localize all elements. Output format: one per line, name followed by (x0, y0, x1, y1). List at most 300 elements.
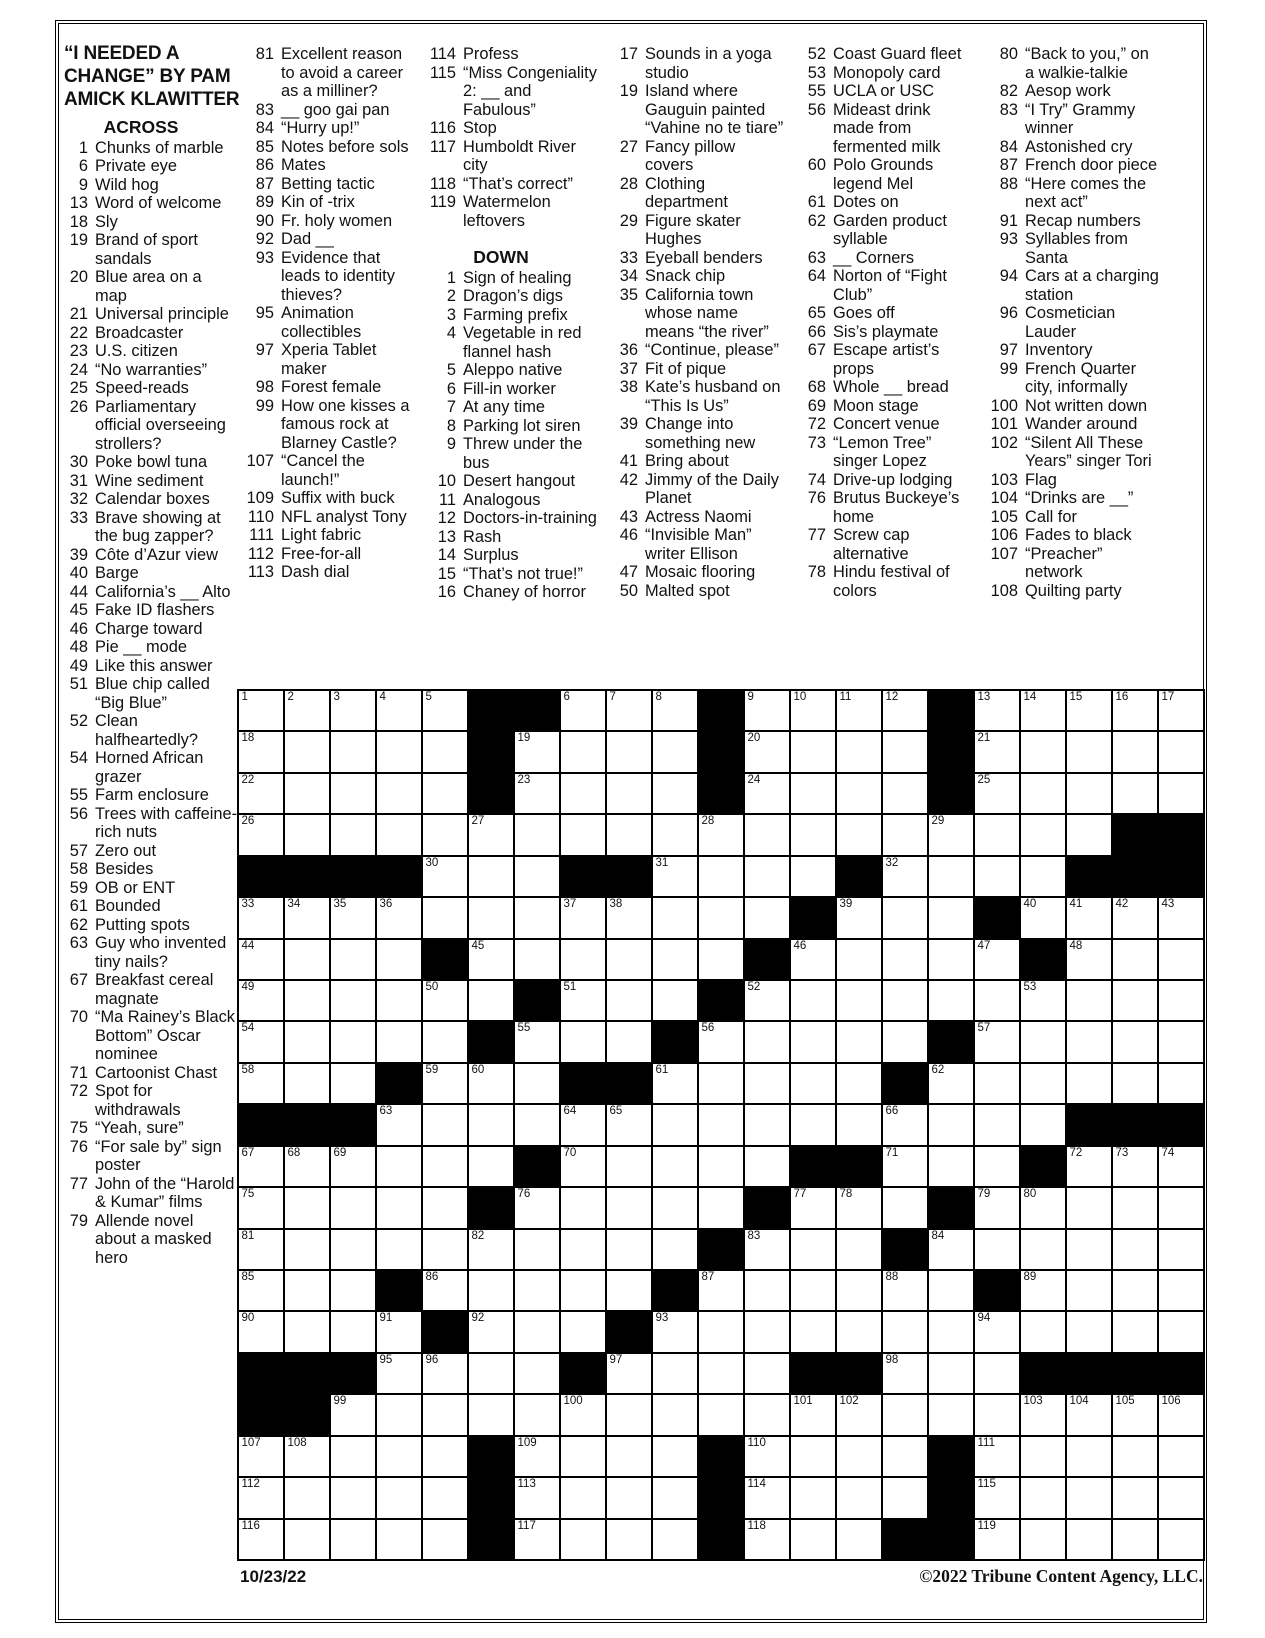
grid-cell[interactable] (653, 1312, 697, 1351)
grid-cell[interactable] (515, 1230, 559, 1269)
grid-cell[interactable] (1021, 1271, 1065, 1310)
grid-cell[interactable] (285, 981, 329, 1020)
grid-cell[interactable] (423, 1354, 467, 1393)
grid-cell[interactable] (607, 1188, 651, 1227)
grid-cell[interactable] (1067, 898, 1111, 937)
grid-cell[interactable] (929, 981, 973, 1020)
grid-cell[interactable] (1067, 774, 1111, 813)
grid-cell[interactable] (929, 940, 973, 979)
grid-cell[interactable] (975, 981, 1019, 1020)
grid-cell[interactable] (239, 1312, 283, 1351)
grid-cell[interactable] (1113, 981, 1157, 1020)
grid-cell[interactable] (1067, 1478, 1111, 1517)
grid-cell[interactable] (1159, 1147, 1203, 1186)
grid-cell[interactable] (331, 1437, 375, 1476)
grid-cell[interactable] (239, 1478, 283, 1517)
grid-cell[interactable] (331, 1064, 375, 1103)
grid-cell[interactable] (377, 774, 421, 813)
grid-cell[interactable] (745, 1478, 789, 1517)
grid-cell[interactable] (837, 1105, 881, 1144)
grid-cell[interactable] (1159, 1022, 1203, 1061)
grid-cell[interactable] (653, 1520, 697, 1559)
grid-cell[interactable] (883, 1022, 927, 1061)
grid-cell[interactable] (1113, 1230, 1157, 1269)
grid-cell[interactable] (515, 857, 559, 896)
grid-cell[interactable] (1021, 1064, 1065, 1103)
grid-cell[interactable] (883, 774, 927, 813)
grid-cell[interactable] (745, 1147, 789, 1186)
grid-cell[interactable] (975, 1395, 1019, 1434)
grid-cell[interactable] (745, 1312, 789, 1351)
grid-cell[interactable] (791, 774, 835, 813)
grid-cell[interactable] (331, 898, 375, 937)
grid-cell[interactable] (469, 1105, 513, 1144)
grid-cell[interactable] (561, 815, 605, 854)
grid-cell[interactable] (1067, 1271, 1111, 1310)
grid-cell[interactable] (469, 1312, 513, 1351)
grid-cell[interactable] (561, 981, 605, 1020)
grid-cell[interactable] (791, 1064, 835, 1103)
grid-cell[interactable] (377, 1230, 421, 1269)
grid-cell[interactable] (745, 1105, 789, 1144)
grid-cell[interactable] (791, 1478, 835, 1517)
grid-cell[interactable] (653, 1437, 697, 1476)
grid-cell[interactable] (607, 1437, 651, 1476)
grid-cell[interactable] (469, 981, 513, 1020)
grid-cell[interactable] (423, 1188, 467, 1227)
grid-cell[interactable] (423, 857, 467, 896)
grid-cell[interactable] (561, 1271, 605, 1310)
grid-cell[interactable] (791, 1271, 835, 1310)
grid-cell[interactable] (653, 815, 697, 854)
grid-cell[interactable] (285, 940, 329, 979)
grid-cell[interactable] (331, 1230, 375, 1269)
grid-cell[interactable] (653, 940, 697, 979)
grid-cell[interactable] (929, 898, 973, 937)
grid-cell[interactable] (653, 1354, 697, 1393)
grid-cell[interactable] (285, 1478, 329, 1517)
grid-cell[interactable] (1159, 940, 1203, 979)
grid-cell[interactable] (837, 1478, 881, 1517)
grid-cell[interactable] (1021, 1478, 1065, 1517)
grid-cell[interactable] (791, 815, 835, 854)
grid-cell[interactable] (561, 732, 605, 771)
grid-cell[interactable] (699, 857, 743, 896)
grid-cell[interactable] (561, 1105, 605, 1144)
grid-cell[interactable] (1159, 1271, 1203, 1310)
grid-cell[interactable] (975, 815, 1019, 854)
grid-cell[interactable] (423, 774, 467, 813)
grid-cell[interactable] (653, 857, 697, 896)
grid-cell[interactable] (699, 1312, 743, 1351)
grid-cell[interactable] (975, 940, 1019, 979)
grid-cell[interactable] (699, 1022, 743, 1061)
grid-cell[interactable] (837, 1437, 881, 1476)
grid-cell[interactable] (469, 940, 513, 979)
grid-cell[interactable] (883, 1437, 927, 1476)
grid-cell[interactable] (331, 1312, 375, 1351)
grid-cell[interactable] (837, 774, 881, 813)
grid-cell[interactable] (883, 1105, 927, 1144)
grid-cell[interactable] (239, 1520, 283, 1559)
grid-cell[interactable] (607, 1478, 651, 1517)
grid-cell[interactable] (239, 774, 283, 813)
grid-cell[interactable] (1159, 898, 1203, 937)
grid-cell[interactable] (1159, 1437, 1203, 1476)
grid-cell[interactable] (285, 1188, 329, 1227)
grid-cell[interactable] (607, 940, 651, 979)
grid-cell[interactable] (331, 1188, 375, 1227)
grid-cell[interactable] (653, 1230, 697, 1269)
grid-cell[interactable] (975, 1520, 1019, 1559)
grid-cell[interactable] (745, 1437, 789, 1476)
grid-cell[interactable] (1113, 1395, 1157, 1434)
grid-cell[interactable] (929, 1147, 973, 1186)
grid-cell[interactable] (1021, 1312, 1065, 1351)
grid-cell[interactable] (837, 981, 881, 1020)
grid-cell[interactable] (331, 732, 375, 771)
grid-cell[interactable] (239, 732, 283, 771)
grid-cell[interactable] (791, 1022, 835, 1061)
grid-cell[interactable] (837, 1022, 881, 1061)
grid-cell[interactable] (1021, 1395, 1065, 1434)
grid-cell[interactable] (745, 732, 789, 771)
grid-cell[interactable] (239, 1064, 283, 1103)
grid-cell[interactable] (837, 1064, 881, 1103)
grid-cell[interactable] (1159, 1478, 1203, 1517)
grid-cell[interactable] (1113, 1188, 1157, 1227)
grid-cell[interactable] (239, 1230, 283, 1269)
grid-cell[interactable] (837, 815, 881, 854)
grid-cell[interactable] (745, 1271, 789, 1310)
grid-cell[interactable] (975, 1312, 1019, 1351)
grid-cell[interactable] (745, 1022, 789, 1061)
grid-cell[interactable] (745, 1395, 789, 1434)
grid-cell[interactable] (1113, 1478, 1157, 1517)
grid-cell[interactable] (791, 1105, 835, 1144)
grid-cell[interactable] (515, 1022, 559, 1061)
grid-cell[interactable] (331, 940, 375, 979)
grid-cell[interactable] (929, 1395, 973, 1434)
grid-cell[interactable] (331, 815, 375, 854)
grid-cell[interactable] (607, 898, 651, 937)
grid-cell[interactable] (515, 940, 559, 979)
grid-cell[interactable] (837, 732, 881, 771)
grid-cell[interactable] (837, 940, 881, 979)
grid-cell[interactable] (1159, 691, 1203, 730)
grid-cell[interactable] (975, 1147, 1019, 1186)
grid-cell[interactable] (791, 691, 835, 730)
grid-cell[interactable] (423, 1105, 467, 1144)
grid-cell[interactable] (285, 1230, 329, 1269)
grid-cell[interactable] (883, 732, 927, 771)
grid-cell[interactable] (423, 691, 467, 730)
grid-cell[interactable] (377, 815, 421, 854)
grid-cell[interactable] (1113, 898, 1157, 937)
grid-cell[interactable] (1067, 940, 1111, 979)
grid-cell[interactable] (239, 1147, 283, 1186)
grid-cell[interactable] (883, 1354, 927, 1393)
grid-cell[interactable] (1067, 732, 1111, 771)
grid-cell[interactable] (791, 1395, 835, 1434)
grid-cell[interactable] (699, 1105, 743, 1144)
grid-cell[interactable] (883, 940, 927, 979)
grid-cell[interactable] (331, 774, 375, 813)
grid-cell[interactable] (469, 1147, 513, 1186)
grid-cell[interactable] (699, 1064, 743, 1103)
grid-cell[interactable] (837, 1230, 881, 1269)
grid-cell[interactable] (837, 1312, 881, 1351)
grid-cell[interactable] (929, 1064, 973, 1103)
grid-cell[interactable] (239, 1271, 283, 1310)
grid-cell[interactable] (745, 1230, 789, 1269)
grid-cell[interactable] (331, 1395, 375, 1434)
grid-cell[interactable] (699, 898, 743, 937)
grid-cell[interactable] (883, 815, 927, 854)
grid-cell[interactable] (1067, 1022, 1111, 1061)
grid-cell[interactable] (653, 981, 697, 1020)
grid-cell[interactable] (331, 1271, 375, 1310)
grid-cell[interactable] (745, 981, 789, 1020)
grid-cell[interactable] (1113, 1022, 1157, 1061)
grid-cell[interactable] (1067, 1520, 1111, 1559)
grid-cell[interactable] (745, 1064, 789, 1103)
grid-cell[interactable] (1021, 1188, 1065, 1227)
grid-cell[interactable] (929, 1354, 973, 1393)
grid-cell[interactable] (515, 774, 559, 813)
grid-cell[interactable] (561, 1520, 605, 1559)
grid-cell[interactable] (239, 898, 283, 937)
grid-cell[interactable] (377, 1437, 421, 1476)
grid-cell[interactable] (1067, 1437, 1111, 1476)
grid-cell[interactable] (1021, 1437, 1065, 1476)
grid-cell[interactable] (377, 1395, 421, 1434)
grid-cell[interactable] (1159, 1395, 1203, 1434)
grid-cell[interactable] (377, 1188, 421, 1227)
grid-cell[interactable] (791, 981, 835, 1020)
grid-cell[interactable] (515, 815, 559, 854)
grid-cell[interactable] (1113, 1147, 1157, 1186)
grid-cell[interactable] (699, 1147, 743, 1186)
grid-cell[interactable] (377, 1354, 421, 1393)
grid-cell[interactable] (837, 898, 881, 937)
grid-cell[interactable] (1113, 1271, 1157, 1310)
grid-cell[interactable] (377, 940, 421, 979)
grid-cell[interactable] (699, 940, 743, 979)
grid-cell[interactable] (1021, 774, 1065, 813)
grid-cell[interactable] (607, 981, 651, 1020)
grid-cell[interactable] (423, 1064, 467, 1103)
grid-cell[interactable] (469, 1064, 513, 1103)
grid-cell[interactable] (1113, 1312, 1157, 1351)
grid-cell[interactable] (515, 1395, 559, 1434)
grid-cell[interactable] (1021, 1105, 1065, 1144)
grid-cell[interactable] (607, 815, 651, 854)
grid-cell[interactable] (791, 940, 835, 979)
grid-cell[interactable] (331, 981, 375, 1020)
grid-cell[interactable] (929, 1271, 973, 1310)
grid-cell[interactable] (791, 1230, 835, 1269)
grid-cell[interactable] (745, 815, 789, 854)
grid-cell[interactable] (331, 691, 375, 730)
grid-cell[interactable] (515, 1105, 559, 1144)
grid-cell[interactable] (285, 815, 329, 854)
grid-cell[interactable] (883, 691, 927, 730)
grid-cell[interactable] (515, 1478, 559, 1517)
grid-cell[interactable] (1021, 898, 1065, 937)
grid-cell[interactable] (1021, 691, 1065, 730)
grid-cell[interactable] (745, 774, 789, 813)
grid-cell[interactable] (745, 1354, 789, 1393)
grid-cell[interactable] (377, 981, 421, 1020)
grid-cell[interactable] (699, 1354, 743, 1393)
grid-cell[interactable] (239, 1022, 283, 1061)
grid-cell[interactable] (1021, 857, 1065, 896)
grid-cell[interactable] (1021, 732, 1065, 771)
grid-cell[interactable] (883, 1312, 927, 1351)
grid-cell[interactable] (883, 1271, 927, 1310)
grid-cell[interactable] (653, 774, 697, 813)
grid-cell[interactable] (377, 1147, 421, 1186)
grid-cell[interactable] (1113, 940, 1157, 979)
grid-cell[interactable] (423, 1147, 467, 1186)
grid-cell[interactable] (469, 1271, 513, 1310)
grid-cell[interactable] (469, 1354, 513, 1393)
grid-cell[interactable] (699, 1188, 743, 1227)
grid-cell[interactable] (653, 898, 697, 937)
grid-cell[interactable] (285, 1064, 329, 1103)
grid-cell[interactable] (469, 1230, 513, 1269)
grid-cell[interactable] (515, 1064, 559, 1103)
grid-cell[interactable] (1113, 774, 1157, 813)
grid-cell[interactable] (607, 1147, 651, 1186)
grid-cell[interactable] (331, 1520, 375, 1559)
grid-cell[interactable] (1159, 1312, 1203, 1351)
grid-cell[interactable] (423, 1230, 467, 1269)
grid-cell[interactable] (239, 691, 283, 730)
grid-cell[interactable] (331, 1147, 375, 1186)
grid-cell[interactable] (1021, 981, 1065, 1020)
grid-cell[interactable] (975, 1064, 1019, 1103)
grid-cell[interactable] (1067, 815, 1111, 854)
grid-cell[interactable] (975, 1230, 1019, 1269)
grid-cell[interactable] (561, 1230, 605, 1269)
grid-cell[interactable] (377, 1520, 421, 1559)
grid-cell[interactable] (515, 898, 559, 937)
grid-cell[interactable] (699, 1271, 743, 1310)
grid-cell[interactable] (1067, 1312, 1111, 1351)
grid-cell[interactable] (561, 774, 605, 813)
grid-cell[interactable] (607, 1354, 651, 1393)
grid-cell[interactable] (377, 898, 421, 937)
grid-cell[interactable] (883, 1188, 927, 1227)
grid-cell[interactable] (377, 1022, 421, 1061)
grid-cell[interactable] (515, 1188, 559, 1227)
grid-cell[interactable] (837, 1271, 881, 1310)
grid-cell[interactable] (423, 1271, 467, 1310)
grid-cell[interactable] (561, 1395, 605, 1434)
grid-cell[interactable] (745, 691, 789, 730)
grid-cell[interactable] (975, 732, 1019, 771)
grid-cell[interactable] (1113, 1064, 1157, 1103)
grid-cell[interactable] (791, 732, 835, 771)
grid-cell[interactable] (285, 1312, 329, 1351)
grid-cell[interactable] (699, 815, 743, 854)
grid-cell[interactable] (377, 1312, 421, 1351)
grid-cell[interactable] (561, 1312, 605, 1351)
grid-cell[interactable] (561, 1147, 605, 1186)
grid-cell[interactable] (975, 774, 1019, 813)
grid-cell[interactable] (515, 1520, 559, 1559)
grid-cell[interactable] (653, 732, 697, 771)
grid-cell[interactable] (423, 1437, 467, 1476)
grid-cell[interactable] (975, 1354, 1019, 1393)
grid-cell[interactable] (423, 898, 467, 937)
grid-cell[interactable] (607, 732, 651, 771)
grid-cell[interactable] (607, 774, 651, 813)
grid-cell[interactable] (653, 1064, 697, 1103)
grid-cell[interactable] (883, 1478, 927, 1517)
grid-cell[interactable] (1067, 1064, 1111, 1103)
grid-cell[interactable] (837, 691, 881, 730)
grid-cell[interactable] (1021, 815, 1065, 854)
grid-cell[interactable] (791, 1312, 835, 1351)
grid-cell[interactable] (975, 1188, 1019, 1227)
grid-cell[interactable] (607, 1230, 651, 1269)
grid-cell[interactable] (975, 1478, 1019, 1517)
grid-cell[interactable] (1159, 1064, 1203, 1103)
grid-cell[interactable] (745, 857, 789, 896)
grid-cell[interactable] (1067, 981, 1111, 1020)
grid-cell[interactable] (1113, 732, 1157, 771)
grid-cell[interactable] (331, 1022, 375, 1061)
grid-cell[interactable] (929, 857, 973, 896)
grid-cell[interactable] (1021, 1230, 1065, 1269)
grid-cell[interactable] (515, 1312, 559, 1351)
grid-cell[interactable] (377, 691, 421, 730)
grid-cell[interactable] (975, 691, 1019, 730)
grid-cell[interactable] (469, 857, 513, 896)
grid-cell[interactable] (1021, 1520, 1065, 1559)
grid-cell[interactable] (745, 898, 789, 937)
grid-cell[interactable] (515, 1354, 559, 1393)
grid-cell[interactable] (285, 1022, 329, 1061)
grid-cell[interactable] (837, 1520, 881, 1559)
grid-cell[interactable] (929, 1230, 973, 1269)
grid-cell[interactable] (377, 732, 421, 771)
grid-cell[interactable] (423, 1395, 467, 1434)
grid-cell[interactable] (239, 815, 283, 854)
grid-cell[interactable] (791, 1188, 835, 1227)
grid-cell[interactable] (561, 1188, 605, 1227)
grid-cell[interactable] (607, 1395, 651, 1434)
grid-cell[interactable] (239, 940, 283, 979)
grid-cell[interactable] (699, 1395, 743, 1434)
grid-cell[interactable] (975, 857, 1019, 896)
grid-cell[interactable] (377, 1478, 421, 1517)
grid-cell[interactable] (607, 1520, 651, 1559)
grid-cell[interactable] (975, 1022, 1019, 1061)
grid-cell[interactable] (1067, 1188, 1111, 1227)
grid-cell[interactable] (1159, 1520, 1203, 1559)
grid-cell[interactable] (653, 1478, 697, 1517)
grid-cell[interactable] (423, 732, 467, 771)
grid-cell[interactable] (883, 857, 927, 896)
grid-cell[interactable] (239, 1188, 283, 1227)
grid-cell[interactable] (929, 1312, 973, 1351)
grid-cell[interactable] (975, 1105, 1019, 1144)
grid-cell[interactable] (515, 1271, 559, 1310)
